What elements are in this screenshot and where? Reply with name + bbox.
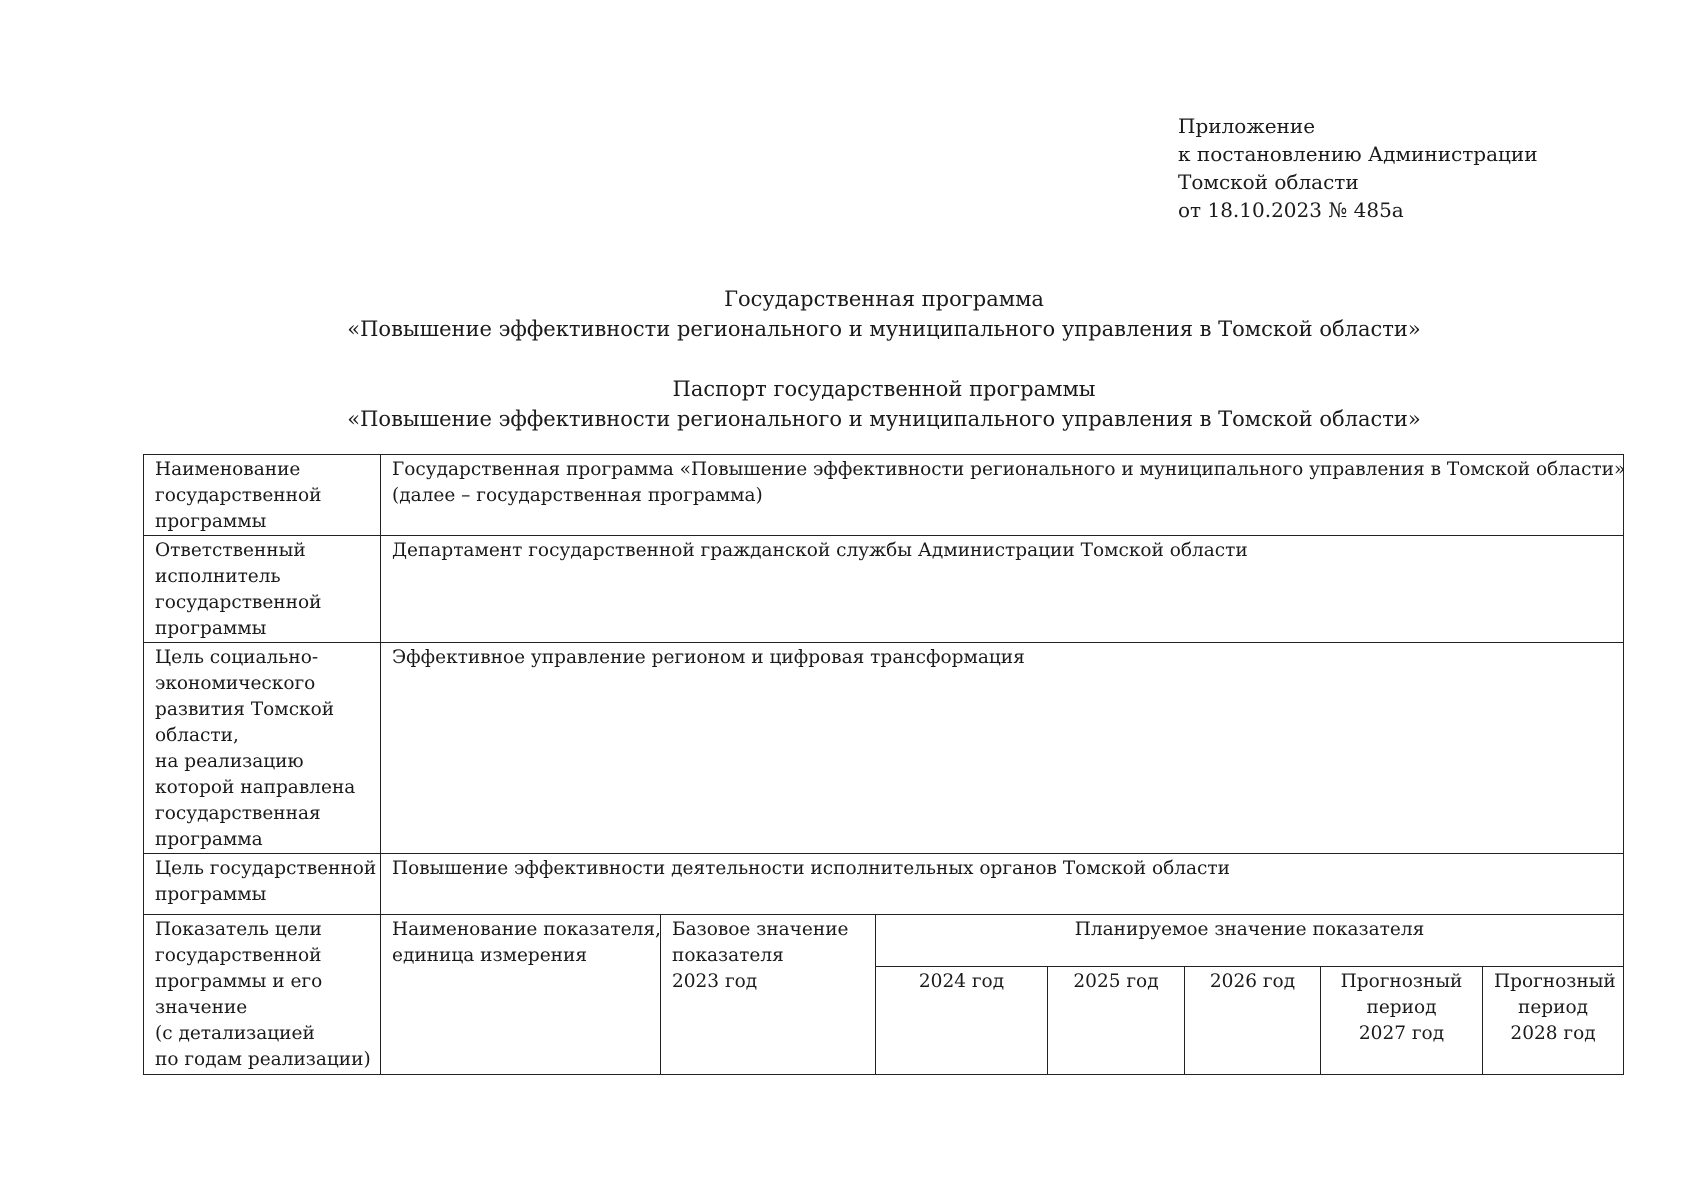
row-socioeconomic-goal: [144, 643, 1624, 854]
row-program-name: [144, 455, 1624, 536]
label-line: Наименование: [155, 459, 301, 480]
program-heading-line1: Государственная программа: [724, 287, 1044, 311]
appendix-line: к постановлению Администрации: [1178, 142, 1538, 166]
value-line: Повышение эффективности деятельности исполнительных органов Томской области: [392, 858, 1230, 879]
year-2024-header: [876, 967, 1048, 1075]
appendix-line: от 18.10.2023 № 485а: [1178, 198, 1404, 222]
value-responsible-executor: [381, 536, 1624, 643]
year-line: 2027 год: [1358, 1023, 1445, 1044]
value-line: Эффективное управление регионом и цифровая трансформация: [392, 647, 1025, 668]
program-heading-line2: «Повышение эффективности регионального и муниципального управления в Томской области»: [347, 317, 1421, 341]
label-line: программы: [155, 511, 267, 532]
header-line: 2023 год: [672, 971, 758, 992]
label-program-name: [144, 455, 381, 536]
label-line: которой направлена: [155, 777, 356, 798]
row-indicator-header: [144, 915, 1624, 967]
row-responsible-executor: [144, 536, 1624, 643]
label-line: значение: [155, 997, 248, 1018]
row-program-goal: [144, 854, 1624, 915]
label-line: государственной: [155, 485, 322, 506]
planned-value-header: Планируемое значение показателя: [876, 915, 1624, 967]
value-program-goal: [381, 854, 1624, 915]
forecast-2027-header: [1321, 967, 1483, 1075]
label-line: государственная: [155, 803, 321, 824]
label-line: по годам реализации): [155, 1049, 371, 1070]
indicator-base-header: [661, 915, 876, 1075]
appendix-line: Томской области: [1178, 170, 1359, 194]
forecast-2028-header: [1483, 967, 1624, 1075]
label-line: Ответственный: [155, 540, 306, 561]
label-line: программа: [155, 829, 263, 850]
value-line: (далее – государственная программа): [392, 485, 763, 506]
program-heading: [0, 284, 1698, 344]
header-line: Наименование показателя,: [392, 919, 661, 940]
label-line: на реализацию: [155, 751, 304, 772]
year-line: 2024 год: [918, 971, 1005, 992]
label-socioeconomic-goal: [144, 643, 381, 854]
label-line: экономического: [155, 673, 316, 694]
year-line: 2026 год: [1209, 971, 1296, 992]
value-socioeconomic-goal: [381, 643, 1624, 854]
label-line: (с детализацией: [155, 1023, 315, 1044]
passport-heading: [0, 374, 1698, 434]
year-line: период: [1366, 997, 1437, 1018]
label-line: Цель государственной: [155, 858, 377, 879]
appendix-line: Приложение: [1178, 114, 1316, 138]
label-line: исполнитель: [155, 566, 281, 587]
label-indicator: [144, 915, 381, 1075]
label-line: программы: [155, 618, 267, 639]
year-line: 2028 год: [1510, 1023, 1596, 1044]
year-line: Прогнозный: [1494, 971, 1616, 992]
label-program-goal: [144, 854, 381, 915]
passport-heading-line2: «Повышение эффективности регионального и муниципального управления в Томской области»: [347, 407, 1421, 431]
label-line: развития Томской: [155, 699, 335, 720]
header-line: показателя: [672, 945, 784, 966]
value-program-name: [381, 455, 1624, 536]
label-line: области,: [155, 725, 239, 746]
year-2025-header: [1048, 967, 1185, 1075]
label-line: программы: [155, 884, 267, 905]
passport-heading-line1: Паспорт государственной программы: [672, 377, 1096, 401]
label-line: Показатель цели: [155, 919, 322, 940]
value-line: Департамент государственной гражданской службы Администрации Томской области: [392, 540, 1248, 561]
passport-table: [143, 454, 1624, 1075]
year-line: Прогнозный: [1340, 971, 1463, 992]
label-line: программы и его: [155, 971, 323, 992]
header-line: Базовое значение: [672, 919, 849, 940]
label-line: государственной: [155, 592, 322, 613]
label-line: государственной: [155, 945, 322, 966]
year-2026-header: [1185, 967, 1321, 1075]
value-line: Государственная программа «Повышение эффективности регионального и муниципального управления в Томской области»: [392, 459, 1626, 480]
year-line: период: [1518, 997, 1589, 1018]
header-line: единица измерения: [392, 945, 588, 966]
appendix-block: [1178, 112, 1538, 224]
indicator-name-header: [381, 915, 661, 1075]
label-responsible-executor: [144, 536, 381, 643]
year-line: 2025 год: [1073, 971, 1159, 992]
label-line: Цель социально-: [155, 647, 319, 668]
